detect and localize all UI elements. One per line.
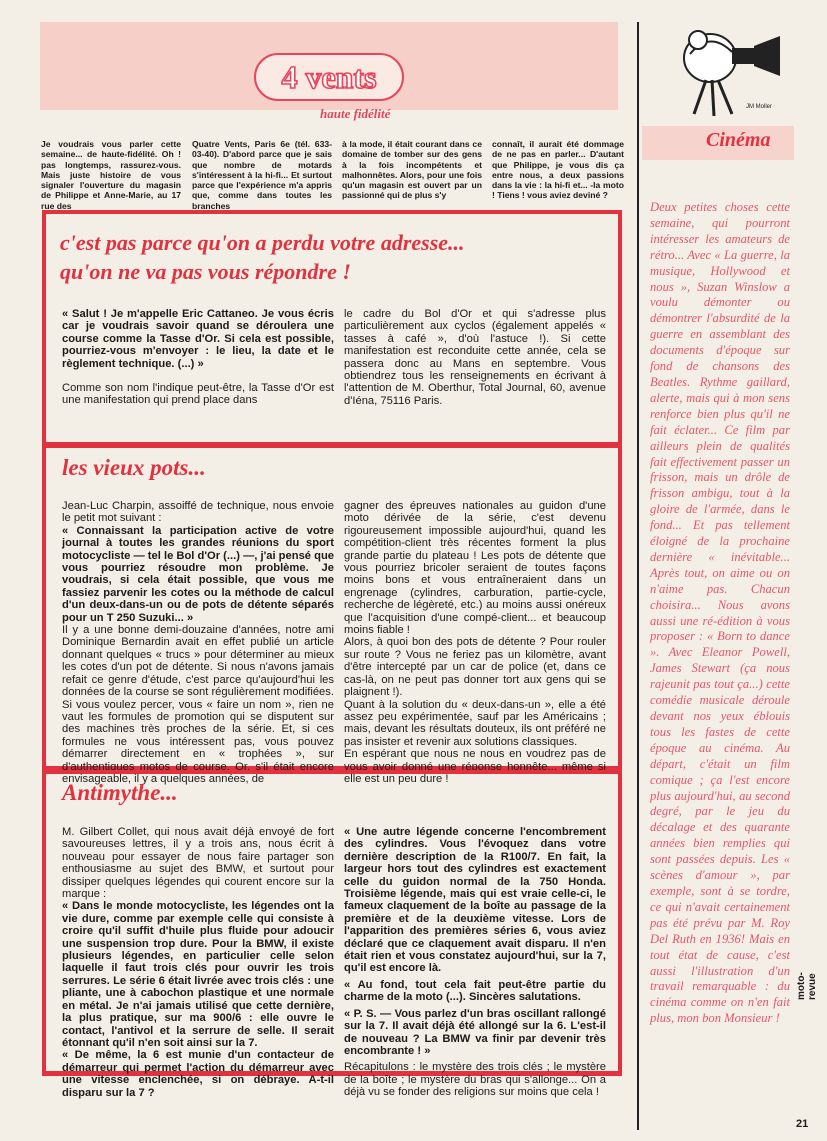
intro-column-3: à la mode, il était courant dans ce domaine de tomber sur des gens à la fois incompétents et malhonnêtes. Alors, pour une fois qu'un magasin est ouvert par un passionné qui de plus s'y (342, 139, 482, 201)
section1-left-column (62, 308, 334, 407)
letter-text: « De même, la 6 est munie d'un contacteur de démarreur qui permet l'action du démarreur avec une vitesse enclenchée, si on débraye. A-t-il disparu sur la 7 ? (62, 1049, 334, 1099)
letter-text: « Dans le monde motocycliste, les légendes ont la vie dure, comme par exemple celle qui consiste à croire qu'il suffit d'huile plus fluide pour adoucir une suspension trop dure. Pour la BMW, il existe plusieurs légendes, en particulier celle selon laquelle il faut trois clés pour ouvrir les trois serrures. Le série 6 était livrée avec trois clés : une pliante, une à cabochon plastique et une normale en métal. Je n'ai jamais utilisé que cette dernière, la plus pratique, sur ma 900/6 : elle ouvre le contact, l'antivol et la serrure de selle. Il serait étonnant qu'il n'en soit ainsi sur la 7. (62, 900, 334, 1049)
section2-left-column (62, 500, 334, 785)
reply-text: Récapitulons : le mystère des trois clés ; le mystère de la boîte ; le mystère du bras qui s'allonge... On a déjà vu se fonder des religions sur moins que cela ! (344, 1061, 606, 1099)
letter-text: « P. S. — Vous parlez d'un bras oscillant rallongé sur la 7. Il avait déjà été allongé sur la 6. L'est-il de nouveau ? La BMW va finir par devenir très encombrante ! » (344, 1007, 606, 1057)
four-vents-logo (253, 50, 405, 104)
letter-text: « Une autre légende concerne l'encombrement des cylindres. Vous l'évoquez dans votre dernière description de la R100/7. En fait, la largeur hors tout des cylindres est exactement celle du guidon normal de la 750 Honda. Troisième légende, mais qui est vraie celle-ci, le fameux claquement de la boîte au passage de la première et de la deuxième vitesse. Lors de l'apparition des premières séries 6, vous aviez déclaré que ce claquement avait disparu. Il n'en était rien et vous constatez aujourd'hui, sur la 7, qu'il est encore là. (344, 826, 606, 975)
section2-title: les vieux pots... (62, 455, 206, 480)
letter-text: « Au fond, tout cela fait peut-être partie du charme de la moto (...). Sincères salutations. (344, 978, 606, 1004)
section3-title: Antimythe... (62, 780, 178, 805)
header-subtitle: haute fidélité (320, 106, 391, 121)
reply-text: Il y a une bonne demi-douzaine d'années, notre ami Dominique Bernardin avait en effet publié un article donnant quelques « trucs » pour déterminer au mieux les cotes d'un pot de détente. Si nous n'avons jamais refait ce genre d'étude, c'est parce qu'aujourd'hui les données de la course se sont régulièrement modifiées. Si vous voulez percer, vous « faire un nom », rien ne vaut les formules de promotion qui se disputent sur des machines très proches de la série. Et, si ces formules ne vous intéressent pas, vous pouvez démarrer directement en « trophées », sur d'authentiques motos de course. Or, s'il était encore envisageable, il y a quelques années, de (62, 624, 334, 785)
intro-text: M. Gilbert Collet, qui nous avait déjà envoyé de fort savoureuses lettres, il y a trois ans, nous écrit à nouveau pour essayer de nous faire partager son enthousiasme au sujet des BMW, et surtout pour dissiper quelques légendes qui courent encore sur la marque : (62, 826, 334, 901)
reply-text: le cadre du Bol d'Or et qui s'adresse plus particulièrement aux cyclos (également appelés « tasses à café », d'où l'astuce !). Si cette manifestation est reconduite cette année, cela se passera donc au Mans en septembre. Vous obtiendrez tous les renseignements en écrivant à l'attention de M. Oberthur, Total Journal, 60, avenue d'Iéna, 75116 Paris. (344, 308, 606, 407)
cinema-title: Cinéma (706, 129, 771, 151)
intro-column-4: connaît, il aurait été dommage de ne pas en parler... D'autant que Philippe, je vous dis ça entre nous, a deux passions dans la vie : la hi-fi et... -la moto ! Tiens ! vous aviez deviné ? (492, 139, 624, 201)
section2-right-column (344, 500, 606, 785)
film-camera-illustration (660, 20, 788, 118)
section1-right-column (344, 308, 606, 407)
magazine-name: moto-revue (796, 972, 818, 1000)
letter-text: « Connaissant la participation active de votre journal à toutes les grandes réunions du sport motocycliste — tel le Bol d'Or (...) —, j'ai pensé que vous pourriez résoudre mon problème. Je voudrais, si cela était possible, que vous me fassiez parvenir les cotes ou la méthode de calcul d'un deux-dans-un ou de pots de détente séparés pour un T 250 Suzuki... » (62, 524, 335, 624)
reply-paragraph: En espérant que nous ne nous en voudrez pas de vous avoir donné une réponse honnête... même si elle est un peu dure ! (344, 748, 606, 785)
intro-text: Jean-Luc Charpin, assoiffé de technique, nous envoie le petit mot suivant : (62, 500, 334, 525)
section1-title-line1: c'est pas parce qu'on a perdu votre adresse... (60, 230, 465, 255)
section3-left-column (62, 826, 334, 1099)
section1-title-line2: qu'on ne va pas vous répondre ! (60, 259, 351, 284)
cinema-text: Deux petites choses cette semaine, qui pourront intéresser les amateurs de rétro... Avec « La guerre, la musique, Hollywood et nous », Suzan Winslow a voulu démonter ou démontrer l'absurdité de la guerre en assemblant des documents d'époque sur fond de chansons des Beatles. Rythme gaillard, alerte, mais qui à mon sens renforce bien plus qu'il ne fait éclater... Ce film par ailleurs plein de qualités fait effectivement passer un frisson, mais un drôle de frisson ambigu, tout à la gloire de l'armée, dans le fond... Et pas tellement éloigné de la prochaine dernière « inévitable... Après tout, on aime ou on n'aime pas. Chacun choisira... Nous avons aussi une ré-édition à vous proposer : « Born to dance ». Avec Eleanor Powell, James Stewart (ça nous rajeunit pas tout ça...) cette comédie musicale déroule devant nos yeux éblouis tous les fastes de cette époque au cinéma. Au départ, c'était un film comique ; ça l'est encore plus aujourd'hui, au second degré, par le jeu du décalage et des quarante années bien remplies qui sont passées depuis. Les « scènes d'amour », par exemple, sont à se tordre, ce qui n'avait certainement pas été prévu par M. Roy Del Ruth en 1936! Mais en tout état de cause, c'est aussi l'illustration d'un travail remarquable : du cinéma comme on n'en fait plus, mon bon Monsieur ! (650, 200, 790, 1026)
reply-paragraph: gagner des épreuves nationales au guidon d'une moto dérivée de la série, c'est devenu rigoureusement impossible aujourd'hui, quand les compétition-client très récentes forment la plus grande partie du plateau ! Les pots de détente que vous pourriez bricoler seraient de toutes façons moins bons et vous entraîneraient dans un engrenage (cylindres, carburation, partie-cycle, recherche de légèreté, etc.) au moins aussi onéreux que l'acquisition d'une compé-client... et beaucoup moins fiable ! (344, 500, 606, 637)
letter-text: « Salut ! Je m'appelle Eric Cattaneo. Je vous écris car je voudrais savoir quand se déroulera une course comme la Tasse d'Or. Si cela est possible, pourriez-vous m'envoyer : le lieu, la date et le règlement technique. (...) » (62, 308, 334, 370)
page-number: 21 (796, 1118, 809, 1130)
column-divider (637, 22, 639, 1130)
intro-column-2: Quatre Vents, Paris 6e (tél. 633-03-40). D'abord parce que je sais que nombre de motards s'intéressent à la hi-fi... Et surtout parce que l'expérience m'a appris que, comme dans toutes les branches (192, 139, 332, 211)
intro-column-1: Je voudrais vous parler cette semaine... de haute-fidélité. Oh ! pas longtemps, rassurez-vous. Mais juste histoire de vous signaler l'ouverture du magasin de Philippe et Anne-Marie, au 17 rue des (41, 139, 181, 211)
section3-right-column (344, 826, 606, 1099)
svg-text:4 vents: 4 vents (281, 59, 377, 95)
reply-paragraph: Alors, à quoi bon des pots de détente ? Pour rouler sur route ? Vous ne feriez pas un kilomètre, avant d'être intercepté par un car de police (et, dans ce cas-là, on ne peut pas donner tort aux gens qui se plaignent !). (344, 636, 606, 699)
reply-paragraph: Quant à la solution du « deux-dans-un », elle a été assez peu expérimentée, sauf par les Américains ; mais, devant les résultats douteux, ils ont préféré ne pas insister et revenir aux solutions classiques. (344, 698, 606, 748)
svg-text:JM Moller: JM Moller (746, 104, 773, 110)
reply-text: Comme son nom l'indique peut-être, la Tasse d'Or est une manifestation qui prend place dans (62, 382, 334, 407)
